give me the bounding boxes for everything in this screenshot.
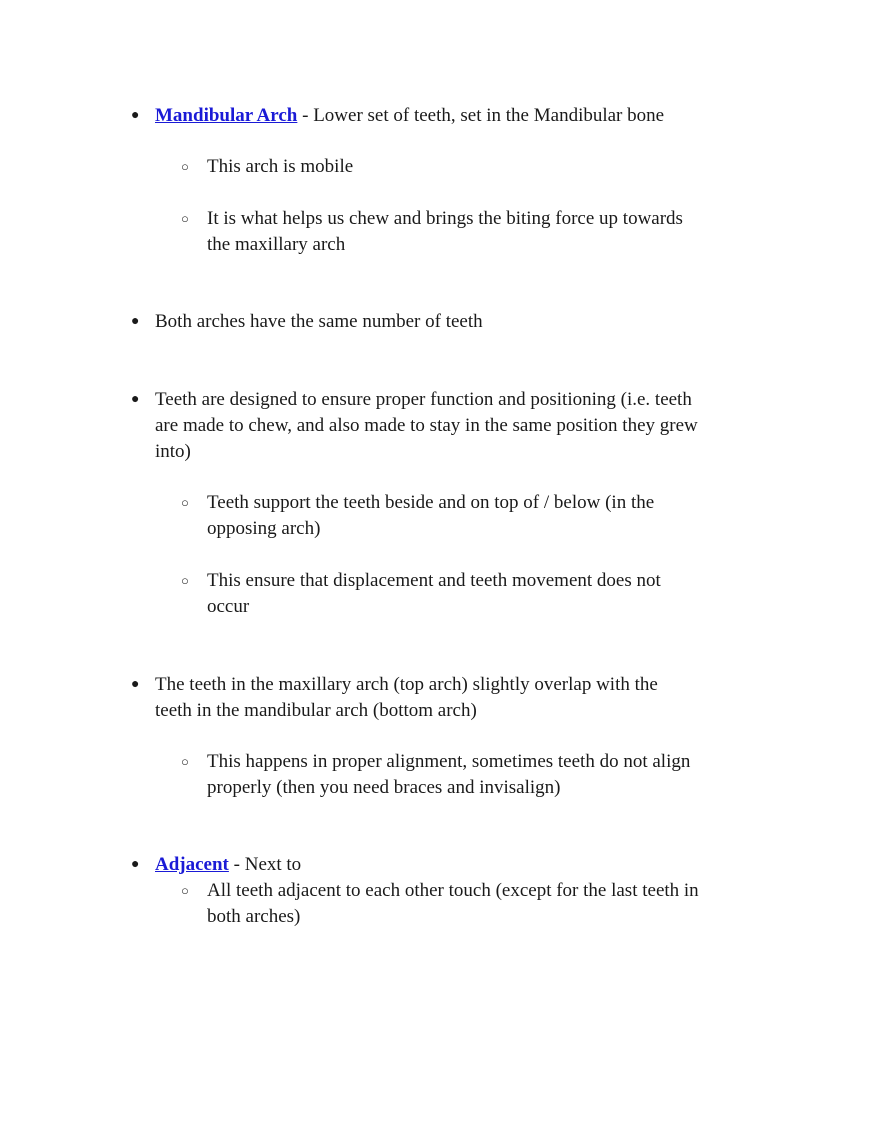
mandibular-arch-link[interactable]: Mandibular Arch [155,105,298,126]
item-text: both arches) [207,906,301,927]
item-text: All teeth adjacent to each other touch (except for the last teeth in [207,880,699,901]
item-text: Both arches have the same number of teeth [155,311,483,332]
hollow-bullet-icon: ○ [181,211,189,226]
item-text: teeth in the mandibular arch (bottom arch) [155,700,477,721]
sub-list-item [181,154,354,180]
list-item [131,387,698,465]
bullet-icon: ● [131,857,140,872]
item-text: into) [155,441,191,462]
item-text: properly (then you need braces and invisalign) [207,777,561,798]
hollow-bullet-icon: ○ [181,754,189,769]
hollow-bullet-icon: ○ [181,495,189,510]
item-text: The teeth in the maxillary arch (top arch) slightly overlap with the [155,674,658,695]
item-text: This ensure that displacement and teeth movement does not [207,570,661,591]
item-text: opposing arch) [207,518,321,539]
adjacent-link[interactable]: Adjacent [155,854,229,875]
list-item [131,672,658,724]
sub-list-item [181,749,691,801]
sub-list-item [181,206,683,258]
sub-list-item [181,490,655,542]
list-item-mandibular-arch [131,103,665,129]
item-text: It is what helps us chew and brings the biting force up towards [207,208,683,229]
item-text: - Lower set of teeth, set in the Mandibular bone [297,105,665,126]
item-text: are made to chew, and also made to stay in the same position they grew [155,415,698,436]
item-text: - Next to [228,854,302,875]
hollow-bullet-icon: ○ [181,159,189,174]
hollow-bullet-icon: ○ [181,573,189,588]
bullet-icon: ● [131,314,140,329]
item-text: Teeth support the teeth beside and on top of / below (in the [207,492,655,513]
sub-list-item [181,568,661,620]
bullet-icon: ● [131,677,140,692]
item-text: This arch is mobile [207,156,354,177]
bullet-icon: ● [131,108,140,123]
item-text: Teeth are designed to ensure proper function and positioning (i.e. teeth [155,389,692,410]
item-text: the maxillary arch [207,234,346,255]
item-text: This happens in proper alignment, sometimes teeth do not align [207,751,691,772]
sub-list-item [181,878,699,930]
item-text: occur [207,596,250,617]
list-item [131,309,483,335]
list-item-adjacent [131,852,302,878]
hollow-bullet-icon: ○ [181,883,189,898]
bullet-icon: ● [131,392,140,407]
